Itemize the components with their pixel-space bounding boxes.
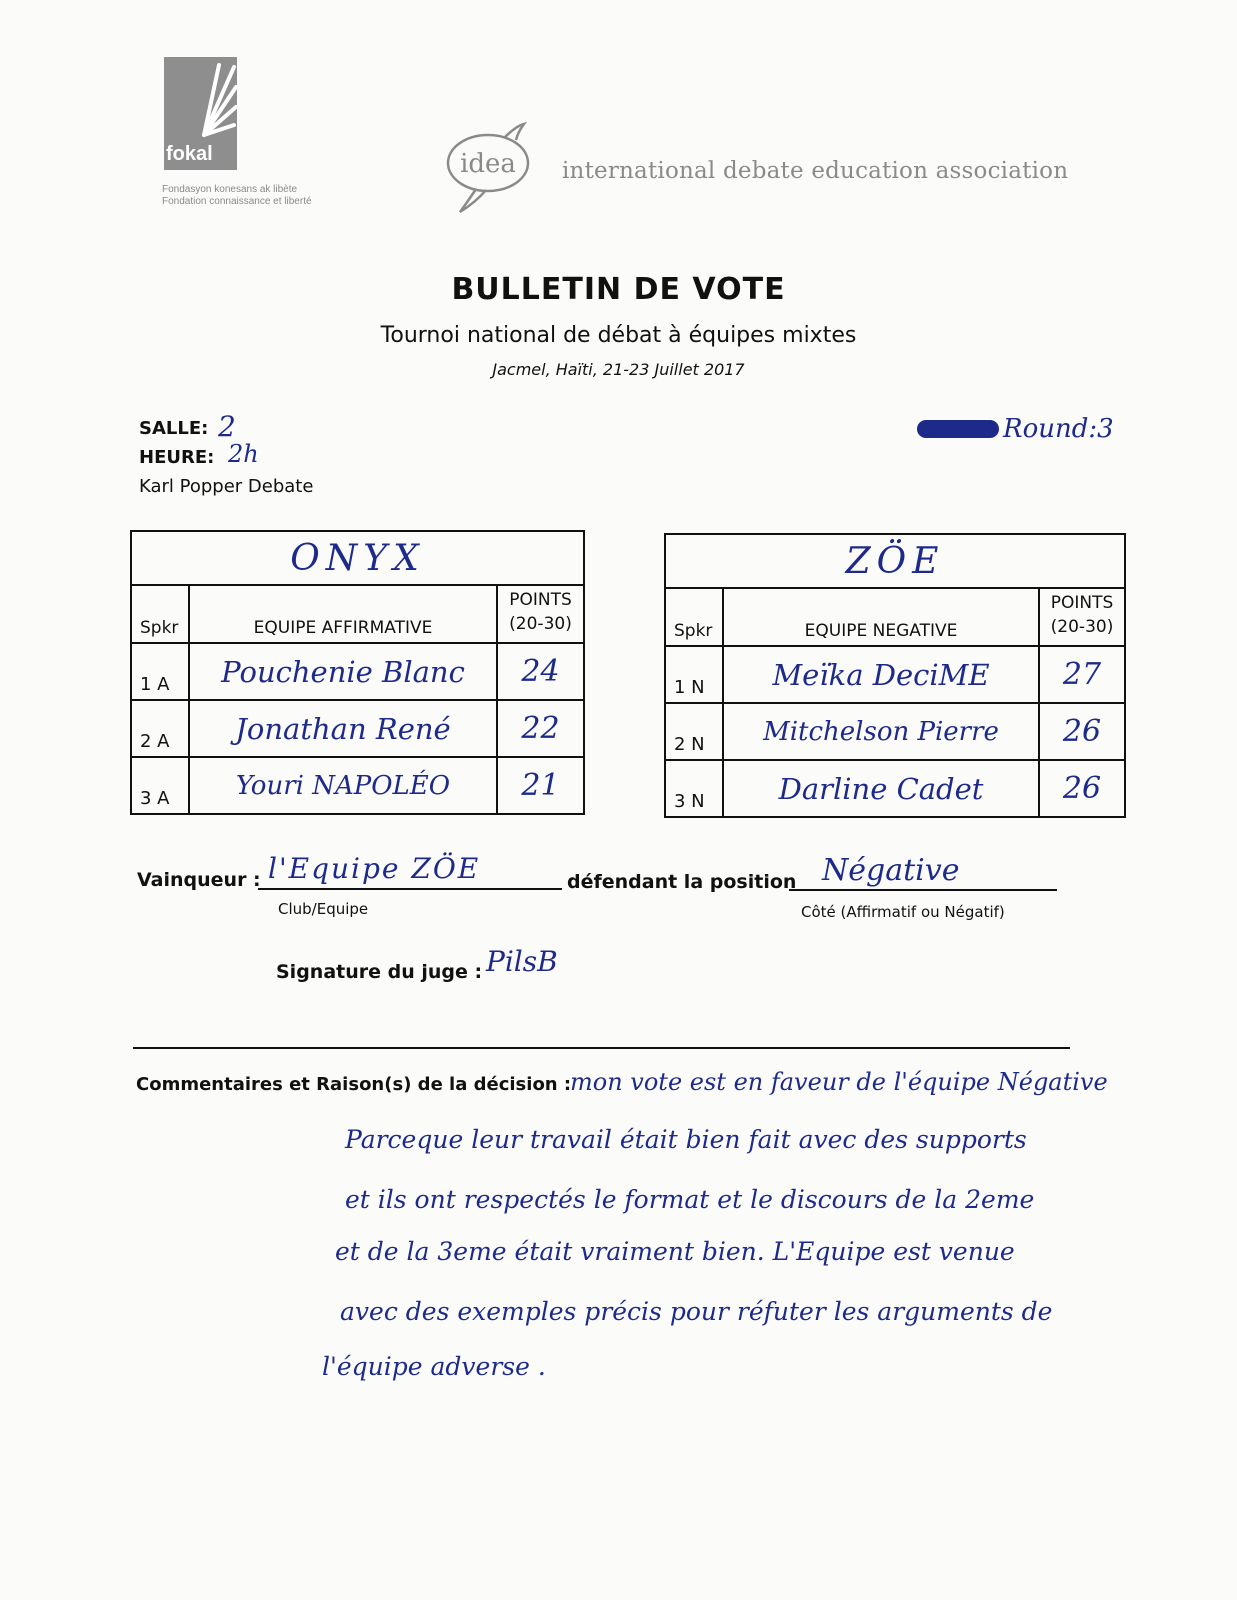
round-value: Round:3 bbox=[1003, 414, 1114, 444]
affirmative-team-name: ONYX bbox=[131, 531, 584, 585]
speaker-name: Pouchenie Blanc bbox=[189, 643, 497, 700]
idea-bubble-text: idea bbox=[460, 149, 516, 179]
speaker-code: 1 A bbox=[131, 643, 189, 700]
negative-table bbox=[664, 533, 1126, 818]
idea-name: international debate education association bbox=[562, 158, 1069, 184]
speaker-points: 24 bbox=[497, 643, 584, 700]
table-row bbox=[131, 700, 584, 757]
comment-line: et ils ont respectés le format et le discours de la 2eme bbox=[345, 1185, 1035, 1214]
club-caption: Club/Equipe bbox=[278, 900, 369, 918]
side-caption: Côté (Affirmatif ou Négatif) bbox=[801, 903, 1005, 921]
col-equipe-affirmative: EQUIPE AFFIRMATIVE bbox=[189, 585, 497, 643]
fokal-wordmark: fokal bbox=[166, 143, 213, 165]
divider bbox=[133, 1047, 1070, 1049]
scribble-mark bbox=[917, 420, 999, 438]
heure-value: 2h bbox=[228, 440, 259, 468]
col-points bbox=[1039, 588, 1125, 646]
table-row bbox=[665, 646, 1125, 703]
page-title: BULLETIN DE VOTE bbox=[451, 272, 786, 307]
position-label: défendant la position bbox=[567, 871, 797, 893]
speaker-code: 3 A bbox=[131, 757, 189, 814]
col-points-range: (20-30) bbox=[509, 614, 572, 634]
speaker-code: 3 N bbox=[665, 760, 723, 817]
speaker-name: Youri NAPOLÉO bbox=[189, 757, 497, 814]
place-date: Jacmel, Haïti, 21-23 Juillet 2017 bbox=[492, 360, 745, 379]
speaker-name: Jonathan René bbox=[189, 700, 497, 757]
speaker-points: 26 bbox=[1039, 703, 1125, 760]
col-points bbox=[497, 585, 584, 643]
speaker-points: 26 bbox=[1039, 760, 1125, 817]
table-row bbox=[131, 643, 584, 700]
comment-line: et de la 3eme était vraiment bien. L'Equipe est venue bbox=[335, 1237, 1015, 1266]
signature-label: Signature du juge : bbox=[276, 961, 483, 983]
comments-label: Commentaires et Raison(s) de la décision : bbox=[136, 1074, 572, 1095]
winner-label: Vainqueur : bbox=[137, 869, 261, 891]
table-row bbox=[665, 760, 1125, 817]
affirmative-table bbox=[130, 530, 585, 815]
speaker-name: Darline Cadet bbox=[723, 760, 1039, 817]
comment-line: avec des exemples précis pour réfuter les arguments de bbox=[340, 1297, 1053, 1326]
speaker-points: 27 bbox=[1039, 646, 1125, 703]
speaker-code: 2 A bbox=[131, 700, 189, 757]
salle-label: SALLE: bbox=[139, 418, 209, 439]
salle-value: 2 bbox=[218, 410, 236, 443]
col-points-range: (20-30) bbox=[1050, 617, 1114, 637]
fokal-tagline-creole: Fondasyon konesans ak libète bbox=[162, 184, 298, 195]
negative-team-name: ZÖE bbox=[665, 534, 1125, 588]
speaker-code: 1 N bbox=[665, 646, 723, 703]
debate-format: Karl Popper Debate bbox=[139, 476, 314, 497]
page-subtitle: Tournoi national de débat à équipes mixtes bbox=[380, 323, 857, 348]
comment-line: Parceque leur travail était bien fait avec des supports bbox=[345, 1125, 1027, 1154]
idea-speech-bubble-icon bbox=[446, 118, 546, 218]
col-spkr: Spkr bbox=[131, 585, 189, 643]
heure-label: HEURE: bbox=[139, 447, 215, 468]
fokal-logo bbox=[164, 57, 237, 170]
col-points-label: POINTS bbox=[509, 590, 572, 610]
speaker-code: 2 N bbox=[665, 703, 723, 760]
position-underline bbox=[789, 889, 1057, 891]
col-points-label: POINTS bbox=[1050, 593, 1114, 613]
speaker-name: Meïka DeciME bbox=[723, 646, 1039, 703]
comment-line: l'équipe adverse . bbox=[322, 1352, 546, 1381]
fokal-tagline bbox=[162, 184, 312, 208]
judge-signature: PilsB bbox=[486, 945, 558, 978]
speaker-name: Mitchelson Pierre bbox=[723, 703, 1039, 760]
table-row bbox=[665, 703, 1125, 760]
table-row bbox=[131, 757, 584, 814]
speaker-points: 22 bbox=[497, 700, 584, 757]
winner-value: l'Equipe ZÖE bbox=[268, 852, 481, 885]
position-value: Négative bbox=[822, 853, 960, 888]
comment-line: mon vote est en faveur de l'équipe Négative bbox=[570, 1068, 1108, 1096]
col-spkr: Spkr bbox=[665, 588, 723, 646]
winner-underline bbox=[258, 888, 562, 890]
fokal-tagline-french: Fondation connaissance et liberté bbox=[162, 196, 312, 207]
col-equipe-negative: EQUIPE NEGATIVE bbox=[723, 588, 1039, 646]
speaker-points: 21 bbox=[497, 757, 584, 814]
